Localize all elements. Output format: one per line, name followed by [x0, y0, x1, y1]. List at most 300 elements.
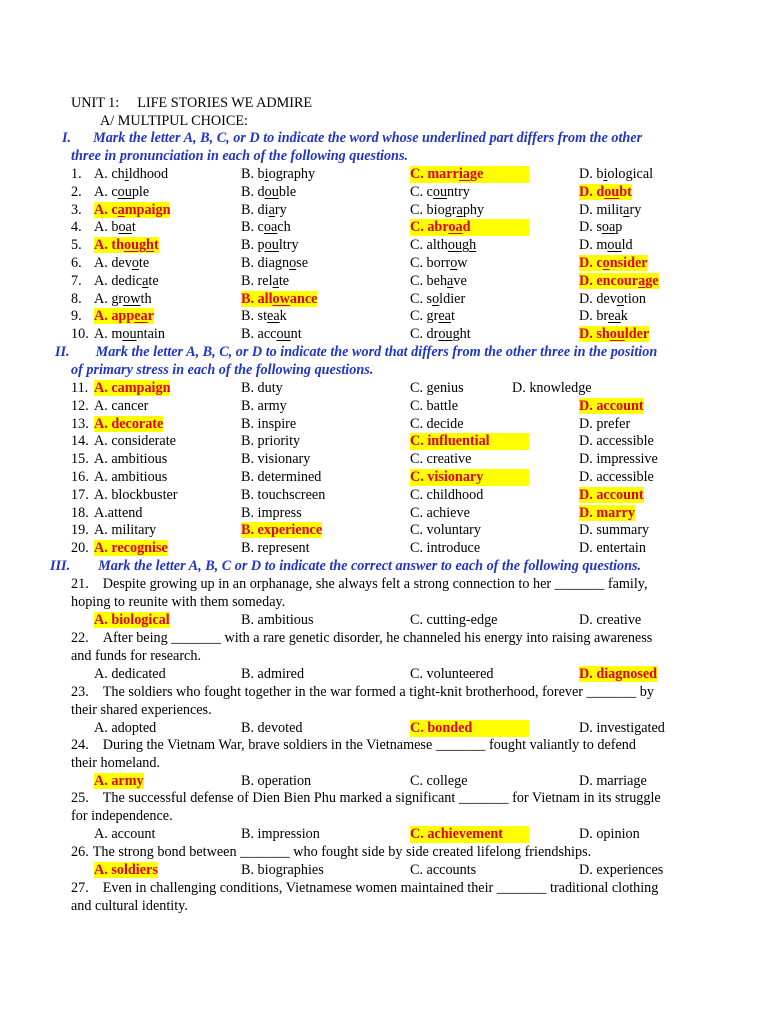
pron-q2-option-d — [579, 184, 632, 201]
option-text-end: ological — [607, 166, 654, 182]
option-text-end: ntain — [136, 326, 165, 343]
option-text — [94, 273, 159, 289]
option-text-start: A. gr — [94, 290, 124, 307]
answer-highlight — [579, 255, 648, 271]
option-text: B. army — [241, 397, 287, 414]
underlined-sound: ou — [607, 237, 622, 254]
pron-q2-option-b — [241, 184, 296, 201]
stress-q20-option-a — [94, 540, 168, 557]
pron-q6-number: 6. — [71, 255, 82, 271]
pron-q4-option-b — [241, 219, 291, 236]
pron-q8-option-b — [241, 291, 317, 308]
mcq-q23-stem-line1 — [71, 684, 654, 701]
option-text-end: t — [131, 219, 136, 236]
underlined-sound: i — [264, 166, 269, 182]
answer-highlight: A. decorate — [94, 415, 164, 432]
option-text — [94, 166, 168, 182]
question-text: Despite growing up in an orphanage, she always felt a strong connection to her _______ family, — [102, 576, 648, 592]
pron-q10-option-b — [241, 326, 302, 343]
option-text — [241, 273, 289, 289]
option-text: B. duty — [241, 380, 283, 396]
stress-q13-option-c — [410, 416, 464, 433]
option-text — [410, 273, 467, 289]
section-3-instruction: Mark the letter A, B, C or D to indicate the correct answer to each of the following questions. — [98, 558, 642, 574]
underlined-sound: a — [272, 272, 279, 289]
underlined-sound: ow — [272, 290, 290, 307]
option-text: B. admired — [241, 665, 305, 682]
pron-q4-option-a — [94, 219, 136, 236]
stress-q19-option-a — [94, 522, 156, 539]
underlined-sound: o — [131, 255, 139, 271]
pron-q3-option-a — [94, 202, 170, 219]
underlined-sound: i — [124, 166, 129, 182]
pron-q1-option-d — [579, 166, 653, 183]
option-text — [241, 166, 315, 182]
section-3-heading — [50, 558, 641, 575]
option-text-start: D. b — [579, 166, 604, 182]
option-text-start: B. d — [241, 183, 265, 200]
underlined-sound: ou — [609, 326, 625, 343]
option-text-end: ance — [289, 290, 318, 307]
mcq-q22-stem-line1 — [71, 630, 652, 647]
underlined-sound: a — [142, 272, 149, 289]
stress-q12-option-b — [241, 398, 287, 415]
stress-q14-option-c — [410, 433, 529, 450]
stress-q15-option-b — [241, 451, 310, 468]
section-2-heading — [55, 344, 657, 361]
option-text-start: B. diagn — [241, 255, 290, 271]
mcq-q25-option-a — [94, 826, 155, 843]
option-text-end: nsider — [609, 255, 648, 271]
option-text-end: se — [296, 255, 308, 271]
question-text: After being _______ with a rare genetic disorder, he channeled his energy into raising awareness — [102, 630, 653, 646]
mcq-q25-number: 25. — [71, 790, 89, 806]
option-text-end: d — [462, 219, 471, 236]
pron-q10-option-d — [579, 326, 649, 343]
answer-highlight — [241, 291, 317, 307]
option-text: D. accessible — [579, 469, 654, 485]
pron-q9-number: 9. — [71, 308, 82, 325]
pron-q5-option-b — [241, 237, 299, 254]
section-3-numeral: III. — [50, 558, 71, 574]
option-text-end: ldier — [439, 290, 466, 307]
option-text-start: C. gr — [410, 308, 439, 325]
option-text-start: D. c — [579, 255, 603, 271]
underlined-sound: ou — [117, 183, 132, 200]
stress-q16-option-a — [94, 469, 167, 486]
option-text-start: A. dev — [94, 255, 132, 271]
mcq-q25-stem-line2: for independence. — [71, 807, 173, 824]
option-text — [94, 184, 149, 200]
option-text: D. accessible — [579, 433, 654, 450]
underlined-sound: ou — [264, 183, 279, 200]
answer-highlight — [579, 273, 659, 289]
stress-q17-option-c — [410, 487, 483, 504]
stress-q20-option-b — [241, 540, 310, 557]
question-text: The soldiers who fought together in the war formed a tight-knit brotherhood, forever _______ by — [102, 684, 654, 700]
pron-q7-option-b — [241, 273, 289, 290]
mcq-q23-option-d — [579, 720, 665, 737]
option-text-start: D. encour — [579, 272, 639, 289]
option-text: A. military — [94, 522, 157, 539]
mcq-q21-option-a — [94, 612, 170, 629]
option-text-start: D. dev — [579, 290, 617, 307]
mcq-q24-option-b — [241, 773, 311, 790]
mcq-q25-option-d — [579, 826, 640, 843]
option-text-end: lder — [624, 326, 650, 343]
mcq-q21-option-c — [410, 612, 497, 629]
option-text-start: B. acc — [241, 326, 277, 343]
option-text: D. investigated — [579, 719, 665, 736]
option-text — [94, 291, 152, 307]
answer-highlight — [410, 219, 529, 236]
mcq-q24-stem-line1 — [71, 737, 636, 754]
section-1-instruction-line1: Mark the letter A, B, C, or D to indicate the word whose underlined part differs from the other — [93, 130, 643, 146]
pron-q5-option-d — [579, 237, 633, 254]
option-text-start: B. rel — [241, 272, 273, 289]
section-1-numeral: I. — [62, 130, 72, 146]
pron-q3-number: 3. — [71, 201, 82, 218]
answer-highlight: A. recognise — [94, 540, 168, 557]
stress-q16-number: 16. — [71, 469, 89, 485]
option-text: A. blockbuster — [94, 486, 178, 503]
option-text-start: A. c — [94, 201, 118, 218]
option-text-end: bt — [619, 183, 632, 200]
option-text-end: ography — [268, 166, 316, 182]
option-text-end: ght — [452, 326, 471, 343]
stress-q17-option-d — [579, 487, 644, 504]
stress-q15-number: 15. — [71, 451, 89, 468]
stress-q14-option-b — [241, 433, 300, 450]
stress-q19-option-b — [241, 522, 322, 539]
option-text: B. priority — [241, 433, 301, 450]
mcq-q24-option-d — [579, 773, 647, 790]
option-text: B. represent — [241, 540, 310, 557]
option-text: D. marriage — [579, 772, 647, 789]
pron-q6-option-d — [579, 255, 648, 272]
pron-q5-option-c — [410, 237, 476, 254]
underlined-sound: o — [450, 255, 458, 271]
pron-q9-option-b — [241, 308, 287, 325]
underlined-sound: ough — [447, 237, 477, 254]
underlined-sound: o — [432, 290, 440, 307]
stress-q11-number: 11. — [71, 380, 89, 396]
answer-highlight: D. account — [579, 486, 644, 503]
stress-q12-option-c — [410, 398, 458, 415]
pron-q6-option-b — [241, 255, 308, 272]
question-text: The strong bond between _______ who fought side by side created lifelong friendships. — [92, 844, 592, 860]
option-text-end: ge — [645, 272, 659, 289]
pron-q6-option-a — [94, 255, 149, 272]
answer-highlight: C. achievement — [410, 826, 529, 843]
underlined-sound: ou — [276, 326, 291, 343]
stress-q18-number: 18. — [71, 504, 89, 521]
option-text-start: B. c — [241, 219, 264, 236]
underlined-sound: ea — [267, 308, 280, 325]
pron-q2-option-c — [410, 184, 470, 201]
pron-q6-option-c — [410, 255, 468, 272]
option-text: B. determined — [241, 469, 322, 485]
mcq-q21-option-d — [579, 612, 641, 629]
option-text-start: D. d — [579, 183, 605, 200]
option-text-end: w — [457, 255, 468, 271]
answer-highlight: A. army — [94, 772, 144, 789]
option-text-end: ble — [278, 183, 297, 200]
option-text: B. devoted — [241, 719, 303, 736]
pron-q4-number: 4. — [71, 219, 82, 236]
mcq-q21-stem-line2: hoping to reunite with them someday. — [71, 593, 286, 610]
option-text-start: C. dr — [410, 326, 439, 343]
stress-q13-option-b — [241, 416, 296, 433]
mcq-q26-option-b — [241, 862, 324, 879]
pron-q4-option-d — [579, 219, 622, 236]
answer-highlight — [94, 308, 154, 324]
pron-q8-number: 8. — [71, 290, 82, 307]
mcq-q27-number: 27. — [71, 880, 89, 896]
option-text: B. impress — [241, 504, 302, 521]
underlined-sound: ea — [438, 308, 451, 325]
option-text-start: C. c — [410, 183, 433, 200]
answer-highlight — [94, 202, 170, 218]
option-text — [241, 202, 287, 218]
answer-highlight: A. campaign — [94, 380, 171, 396]
stress-q12-option-a — [94, 398, 148, 415]
stress-q14-option-a — [94, 433, 176, 450]
mcq-q22-stem-line2: and funds for research. — [71, 647, 201, 664]
mcq-q26-option-c — [410, 862, 476, 879]
option-text — [241, 184, 296, 200]
stress-q20-option-d — [579, 540, 646, 557]
option-text: C. accounts — [410, 861, 477, 878]
mcq-q26-number: 26. — [71, 844, 89, 860]
question-text: The successful defense of Dien Bien Phu marked a significant _______ for Vietnam in its struggle — [102, 790, 661, 806]
mcq-q23-option-a — [94, 720, 156, 737]
option-text-start: C. s — [410, 290, 433, 307]
pron-q3-option-b — [241, 202, 287, 219]
pron-q5-number: 5. — [71, 237, 82, 254]
option-text — [410, 237, 476, 253]
underlined-sound: a — [456, 201, 463, 218]
underlined-sound: ough — [123, 237, 154, 254]
option-text: A. cancer — [94, 397, 149, 414]
option-text: B. inspire — [241, 415, 297, 432]
option-text: A. ambitious — [94, 451, 168, 468]
stress-q11-option-b — [241, 380, 283, 397]
underlined-sound: a — [117, 201, 125, 218]
pron-q1-option-a — [94, 166, 168, 183]
option-text: B. ambitious — [241, 611, 314, 628]
pron-q8-option-d — [579, 291, 646, 308]
option-text: A. considerate — [94, 433, 176, 450]
option-text: B. impression — [241, 825, 320, 842]
mcq-q27-stem-line1 — [71, 880, 658, 897]
stress-q20-number: 20. — [71, 540, 89, 557]
answer-highlight: D. diagnosed — [579, 665, 658, 682]
mcq-q27-stem-line2: and cultural identity. — [71, 897, 188, 914]
underlined-sound: ou — [432, 183, 448, 200]
unit-title: LIFE STORIES WE ADMIRE — [137, 95, 313, 111]
option-text-start: C. biogr — [410, 201, 457, 218]
pron-q1-number: 1. — [71, 166, 82, 182]
stress-q18-option-c — [410, 505, 470, 522]
pron-q10-number: 10. — [71, 326, 89, 343]
underlined-sound: oa — [263, 219, 278, 236]
answer-highlight: C. bonded — [410, 720, 529, 737]
mcq-q26-option-a — [94, 862, 158, 879]
option-text — [579, 237, 633, 253]
mcq-q24-option-c — [410, 773, 468, 790]
underlined-sound: ou — [122, 326, 137, 343]
option-text — [241, 237, 299, 253]
option-text-start: D. sh — [579, 326, 610, 343]
option-text-start: A. c — [94, 183, 118, 200]
option-text: D. impressive — [579, 451, 658, 468]
part-heading: A/ MULTIPUL CHOICE: — [100, 113, 248, 129]
answer-highlight: B. experience — [241, 522, 323, 539]
mcq-q24-number: 24. — [71, 737, 89, 753]
pron-q10-option-a — [94, 326, 165, 343]
option-text: D. opinion — [579, 825, 640, 842]
underlined-sound: o — [602, 255, 610, 271]
option-text-end: ltry — [278, 237, 299, 254]
option-text — [94, 255, 149, 271]
stress-q13-option-d — [579, 416, 630, 433]
option-text — [579, 166, 653, 182]
option-text-end: ry — [274, 201, 287, 218]
mcq-q21-option-b — [241, 612, 314, 629]
question-text: During the Vietnam War, brave soldiers in the Vietnamese _______ fought valiantly to defend — [102, 737, 636, 753]
stress-q17-number: 17. — [71, 486, 89, 503]
option-text-start: B. di — [241, 201, 269, 218]
option-text: B. biographies — [241, 861, 324, 878]
option-text: A.attend — [94, 504, 143, 521]
option-text-end: tion — [623, 290, 646, 307]
question-text: Even in challenging conditions, Vietnamese women maintained their _______ traditional clothing — [102, 880, 659, 896]
stress-q18-option-a — [94, 505, 142, 522]
underlined-sound: oa — [118, 219, 132, 236]
pron-q7-option-d — [579, 273, 659, 290]
option-text-end: t — [153, 237, 159, 254]
option-text-start: C. beh — [410, 272, 448, 289]
option-text-end: ntry — [447, 183, 470, 200]
option-text-end: ld — [621, 237, 633, 254]
option-text — [410, 291, 465, 307]
pron-q2-option-a — [94, 184, 149, 201]
option-text — [410, 326, 471, 342]
option-text: B. visionary — [241, 451, 311, 468]
option-text-end: nt — [290, 326, 302, 343]
mcq-q25-option-b — [241, 826, 320, 843]
underlined-sound: a — [268, 201, 275, 218]
section-2-numeral: II. — [55, 344, 70, 360]
stress-q20-option-c — [410, 540, 480, 557]
option-text-end: p — [615, 219, 623, 236]
stress-q19-number: 19. — [71, 522, 89, 539]
stress-q14-option-d — [579, 433, 654, 450]
underlined-sound: ou — [264, 237, 279, 254]
mcq-q23-number: 23. — [71, 684, 89, 700]
option-text-start: A. dedic — [94, 272, 143, 289]
option-text-start: C. alth — [410, 237, 448, 254]
stress-q17-option-a — [94, 487, 178, 504]
answer-highlight — [410, 166, 529, 183]
stress-q15-option-d — [579, 451, 658, 468]
option-text-end: te — [148, 272, 159, 289]
option-text-end: mpaign — [124, 201, 171, 218]
mcq-q26-stem-line1 — [71, 844, 591, 861]
stress-q13-option-a — [94, 416, 163, 433]
mcq-q23-stem-line2: their shared experiences. — [71, 701, 212, 718]
underlined-sound: a — [623, 201, 630, 218]
mcq-q25-stem-line1 — [71, 790, 661, 807]
mcq-q21-stem-line1 — [71, 576, 648, 593]
stress-q12-option-d — [579, 398, 644, 415]
answer-highlight: D. marry — [579, 504, 635, 521]
option-text-end: k — [620, 308, 628, 325]
mcq-q22-option-d — [579, 666, 657, 683]
underlined-sound: ea — [134, 308, 148, 325]
option-text: C. college — [410, 772, 468, 789]
stress-q11-option-d — [512, 380, 592, 397]
pron-q4-option-c — [410, 219, 529, 236]
option-text: C. cutting-edge — [410, 611, 498, 628]
stress-q19-option-d — [579, 522, 649, 539]
option-text-end: ry — [629, 201, 642, 218]
option-text-start: D. m — [579, 237, 608, 254]
option-text: D. experiences — [579, 861, 664, 878]
option-text: C. decide — [410, 415, 464, 432]
answer-highlight: C. influential — [410, 433, 529, 450]
mcq-q22-number: 22. — [71, 630, 89, 646]
mcq-q22-option-c — [410, 666, 494, 683]
underlined-sound: a — [447, 272, 454, 289]
underlined-sound: a — [638, 272, 646, 289]
mcq-q23-option-c — [410, 720, 529, 737]
pron-q7-number: 7. — [71, 272, 82, 289]
pron-q7-option-a — [94, 273, 159, 290]
underlined-sound: i — [603, 166, 608, 182]
option-text-end: ge — [469, 166, 484, 182]
option-text: A. ambitious — [94, 469, 168, 485]
option-text: B. operation — [241, 772, 312, 789]
option-text: C. achieve — [410, 504, 470, 521]
stress-q16-option-c — [410, 469, 529, 486]
underlined-sound: oa — [448, 219, 463, 236]
option-text — [241, 326, 302, 342]
stress-q16-option-b — [241, 469, 321, 486]
option-text-end: ple — [131, 183, 150, 200]
option-text — [241, 255, 308, 271]
option-text: C. voluntary — [410, 522, 481, 539]
underlined-sound: ow — [123, 290, 141, 307]
option-text-start: B. st — [241, 308, 268, 325]
option-text-start: C. borr — [410, 255, 451, 271]
section-2-instruction-line2: of primary stress in each of the following questions. — [71, 362, 374, 378]
stress-q14-number: 14. — [71, 433, 89, 450]
option-text-start: D. milit — [579, 201, 624, 218]
mcq-q24-option-a — [94, 773, 144, 790]
pron-q1-option-b — [241, 166, 315, 183]
mcq-q26-option-d — [579, 862, 663, 879]
option-text-start: A. th — [94, 237, 124, 254]
option-text-start: A. app — [94, 308, 135, 325]
option-text: C. volunteered — [410, 665, 494, 682]
mcq-q24-stem-line2: their homeland. — [71, 754, 161, 771]
option-text-start: B. all — [241, 290, 273, 307]
pron-q1-option-c — [410, 166, 529, 183]
stress-q18-option-b — [241, 505, 302, 522]
mcq-q25-option-c — [410, 826, 529, 843]
